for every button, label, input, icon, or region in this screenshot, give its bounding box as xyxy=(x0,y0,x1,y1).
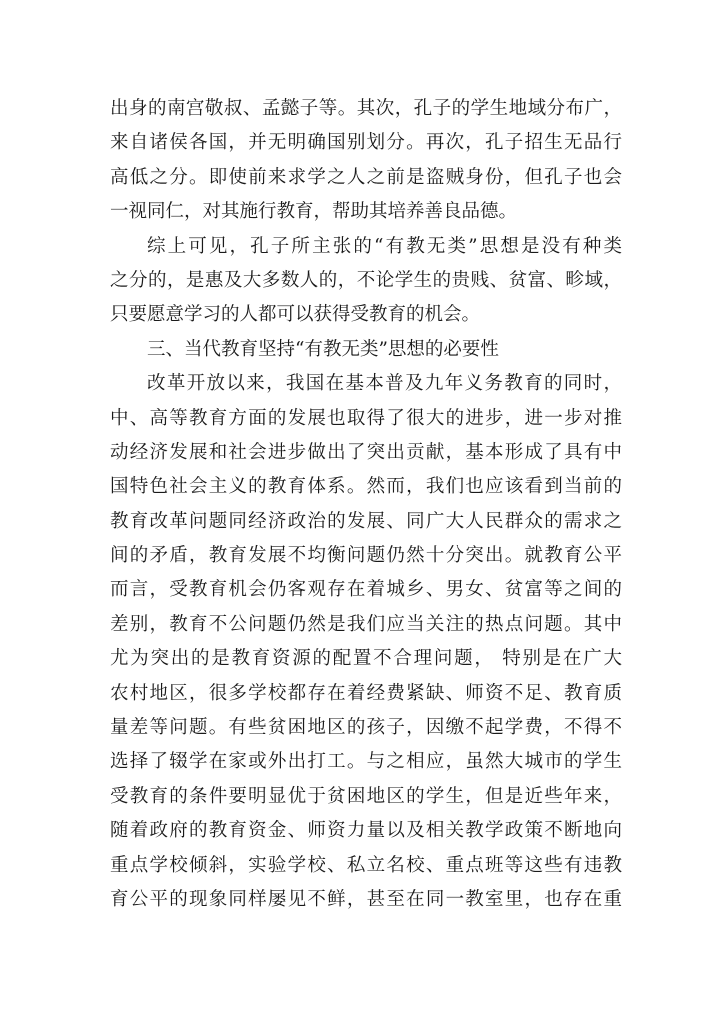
text-line: 改革开放以来，我国在基本普及九年义务教育的同时， xyxy=(147,373,622,395)
text-line: 之分的，是惠及大多数人的，不论学生的贵贱、贫富、畛域， xyxy=(110,269,622,291)
text-line: 动经济发展和社会进步做出了突出贡献，基本形成了具有中 xyxy=(110,441,622,463)
text-line: 尤为突出的是教育资源的配置不合理问题， 特别是在广大 xyxy=(110,648,622,670)
text-line: 只要愿意学习的人都可以获得受教育的机会。 xyxy=(110,304,481,326)
text-line: 国特色社会主义的教育体系。然而，我们也应该看到当前的 xyxy=(110,476,622,498)
text-line: 农村地区，很多学校都存在着经费紧缺、师资不足、教育质 xyxy=(110,682,622,704)
text-line: 出身的南宫敬叔、孟懿子等。其次，孔子的学生地域分布广， xyxy=(110,98,622,119)
text-line: 高低之分。即使前来求学之人之前是盗贼身份，但孔子也会 xyxy=(110,166,622,188)
text-line: 而言，受教育机会仍客观存在着城乡、男女、贫富等之间的 xyxy=(110,579,622,601)
text-line: 受教育的条件要明显优于贫困地区的学生，但是近些年来， xyxy=(110,785,622,807)
document-body xyxy=(110,92,622,917)
text-line: 选择了辍学在家或外出打工。与之相应，虽然大城市的学生 xyxy=(110,751,622,773)
text-line: 量差等问题。有些贫困地区的孩子，因缴不起学费，不得不 xyxy=(110,717,622,739)
text-line: 综上可见，孔子所主张的“有教无类”思想是没有种类 xyxy=(147,235,622,257)
text-line: 来自诸侯各国，并无明确国别划分。再次，孔子招生无品行 xyxy=(110,132,622,154)
text-line: 差别，教育不公问题仍然是我们应当关注的热点问题。其中 xyxy=(110,613,622,635)
text-line: 中、高等教育方面的发展也取得了很大的进步，进一步对推 xyxy=(110,407,622,429)
paragraph-2 xyxy=(110,230,622,333)
section-heading-text: 三、当代教育坚持“有教无类”思想的必要性 xyxy=(147,338,499,360)
paragraph-3 xyxy=(110,367,622,917)
text-line: 重点学校倾斜，实验学校、私立名校、重点班等这些有违教 xyxy=(110,854,622,876)
text-line: 一视同仁，对其施行教育，帮助其培养善良品德。 xyxy=(110,201,518,223)
text-line: 教育改革问题同经济政治的发展、同广大人民群众的需求之 xyxy=(110,510,622,532)
text-line: 随着政府的教育资金、师资力量以及相关教学政策不断地向 xyxy=(110,820,622,842)
section-heading xyxy=(110,333,622,367)
text-line: 育公平的现象同样屡见不鲜，甚至在同一教室里，也存在重 xyxy=(110,888,622,910)
paragraph-1 xyxy=(110,92,622,230)
text-line: 间的矛盾，教育发展不均衡问题仍然十分突出。就教育公平 xyxy=(110,545,622,567)
